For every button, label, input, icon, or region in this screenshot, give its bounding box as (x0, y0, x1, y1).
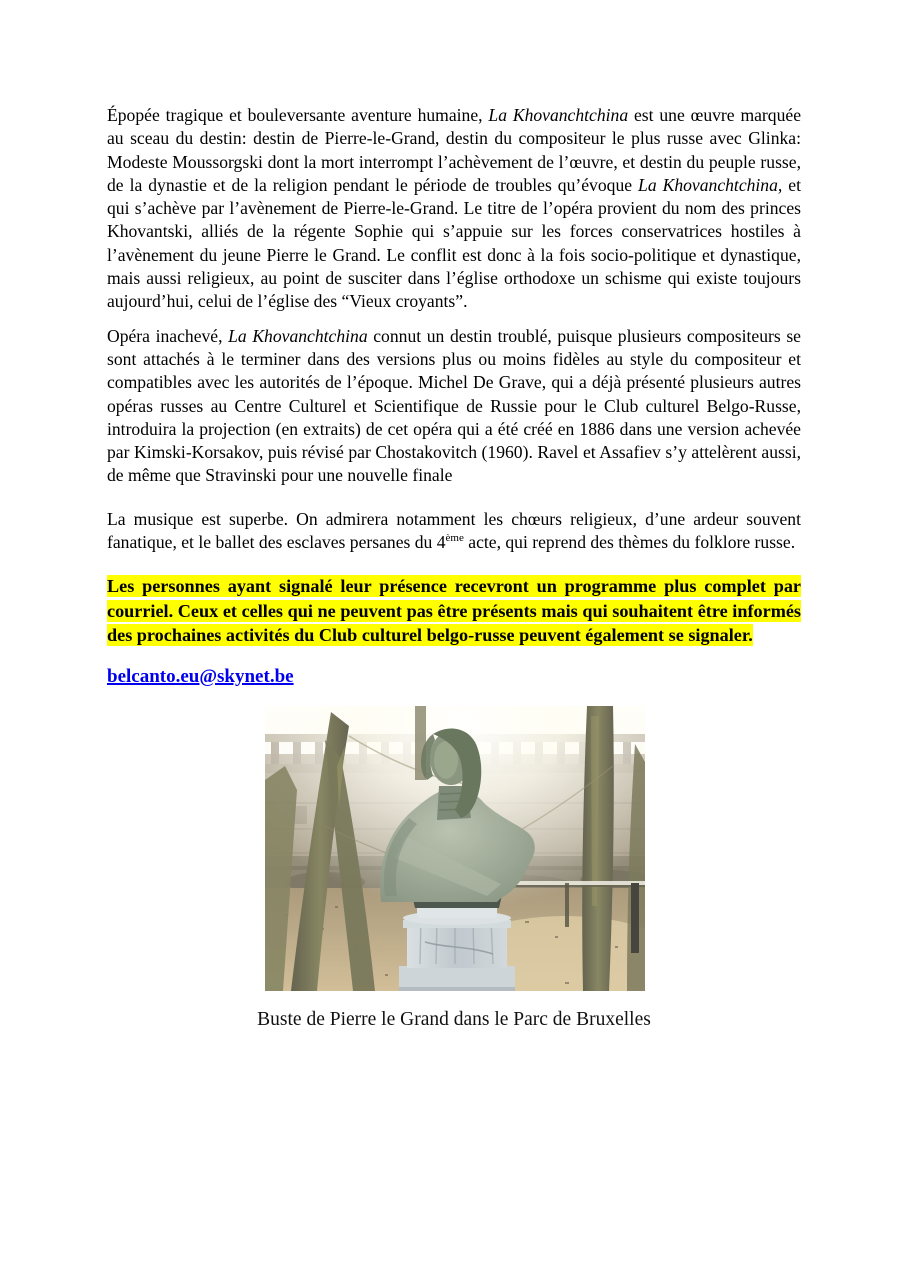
highlighted-announcement (107, 574, 801, 647)
opera-title-italic: La Khovanchtchina (228, 325, 368, 346)
text-run: est une œuvre marquée au sceau du destin: destin de Pierre-le-Grand, destin du compositeur le plus russe avec Glinka: Modeste Moussorgski dont la mort interrompt l’achèvement de l’œuvre, et destin du peuple russe, de la dynastie et de la religion pendant le période de troubles qu’évoque (107, 105, 802, 195)
text-run: et qui s’achève par l’avènement de Pierre-le-Grand. Le titre de l’opéra provient du nom des princes Khovantski, alliés de la régente Sophie qui s’appuie sur les forces conservatrices hostiles à l’avènement du jeune Pierre le Grand. Le conflit est donc à la fois socio-politique et dynastique, mais aussi religieux, au point de susciter dans l’église orthodoxe un schisme qui existe toujours aujourd’hui, celui de l’église des “Vieux croyants”. (107, 174, 801, 312)
yellow-highlight-text: Les personnes ayant signalé leur présence recevront un programme plus complet par courriel. Ceux et celles qui ne peuvent pas être présents mais qui souhaitent être informés des prochaines activités du Club culturel belgo-russe peuvent également se signaler. (107, 576, 801, 646)
opera-title-italic: La Khovanchtchina, (638, 174, 783, 195)
document-body (107, 0, 801, 1033)
text-run: acte, qui reprend des thèmes du folklore russe. (463, 532, 796, 553)
text-run: connut un destin troublé, puisque plusieurs compositeurs se sont attachés à le terminer dans des versions plus ou moins fidèles au style du compositeur et compatibles avec les autorités de l’époque. Michel De Grave, qui a déjà présenté plusieurs autres opéras russes au Centre Culturel et Scientifique de Russie pour le Club culturel Belgo-Russe, introduira la projection (en extraits) de cet opéra qui a été créé en 1886 dans une version achevée par Kimski-Korsakov, puis révisé par Chostakovitch (1960). Ravel et Assafiev s’y attelèrent aussi, de même que Stravinski pour une nouvelle finale (107, 325, 801, 486)
text-run: Épopée tragique et bouleversante aventure humaine, (107, 105, 489, 125)
email-link[interactable]: belcanto.eu@skynet.be (107, 665, 294, 687)
paragraph-musique (107, 508, 801, 555)
ordinal-superscript: ème (445, 532, 464, 545)
paragraph-epopee (107, 104, 801, 314)
photo-wash (265, 706, 645, 991)
paragraph-opera-inacheve (107, 325, 801, 488)
email-paragraph (107, 664, 801, 689)
park-photo-image (265, 706, 645, 991)
park-photo (265, 706, 645, 991)
opera-title-italic: La Khovanchtchina (488, 105, 629, 125)
text-run: Opéra inachevé, (107, 325, 229, 346)
text-run: La musique est superbe. On admirera notamment les chœurs religieux, d’une ardeur souvent fanatique, et le ballet des esclaves persanes du 4 (107, 508, 801, 553)
photo-caption: Buste de Pierre le Grand dans le Parc de Bruxelles (257, 1008, 651, 1030)
